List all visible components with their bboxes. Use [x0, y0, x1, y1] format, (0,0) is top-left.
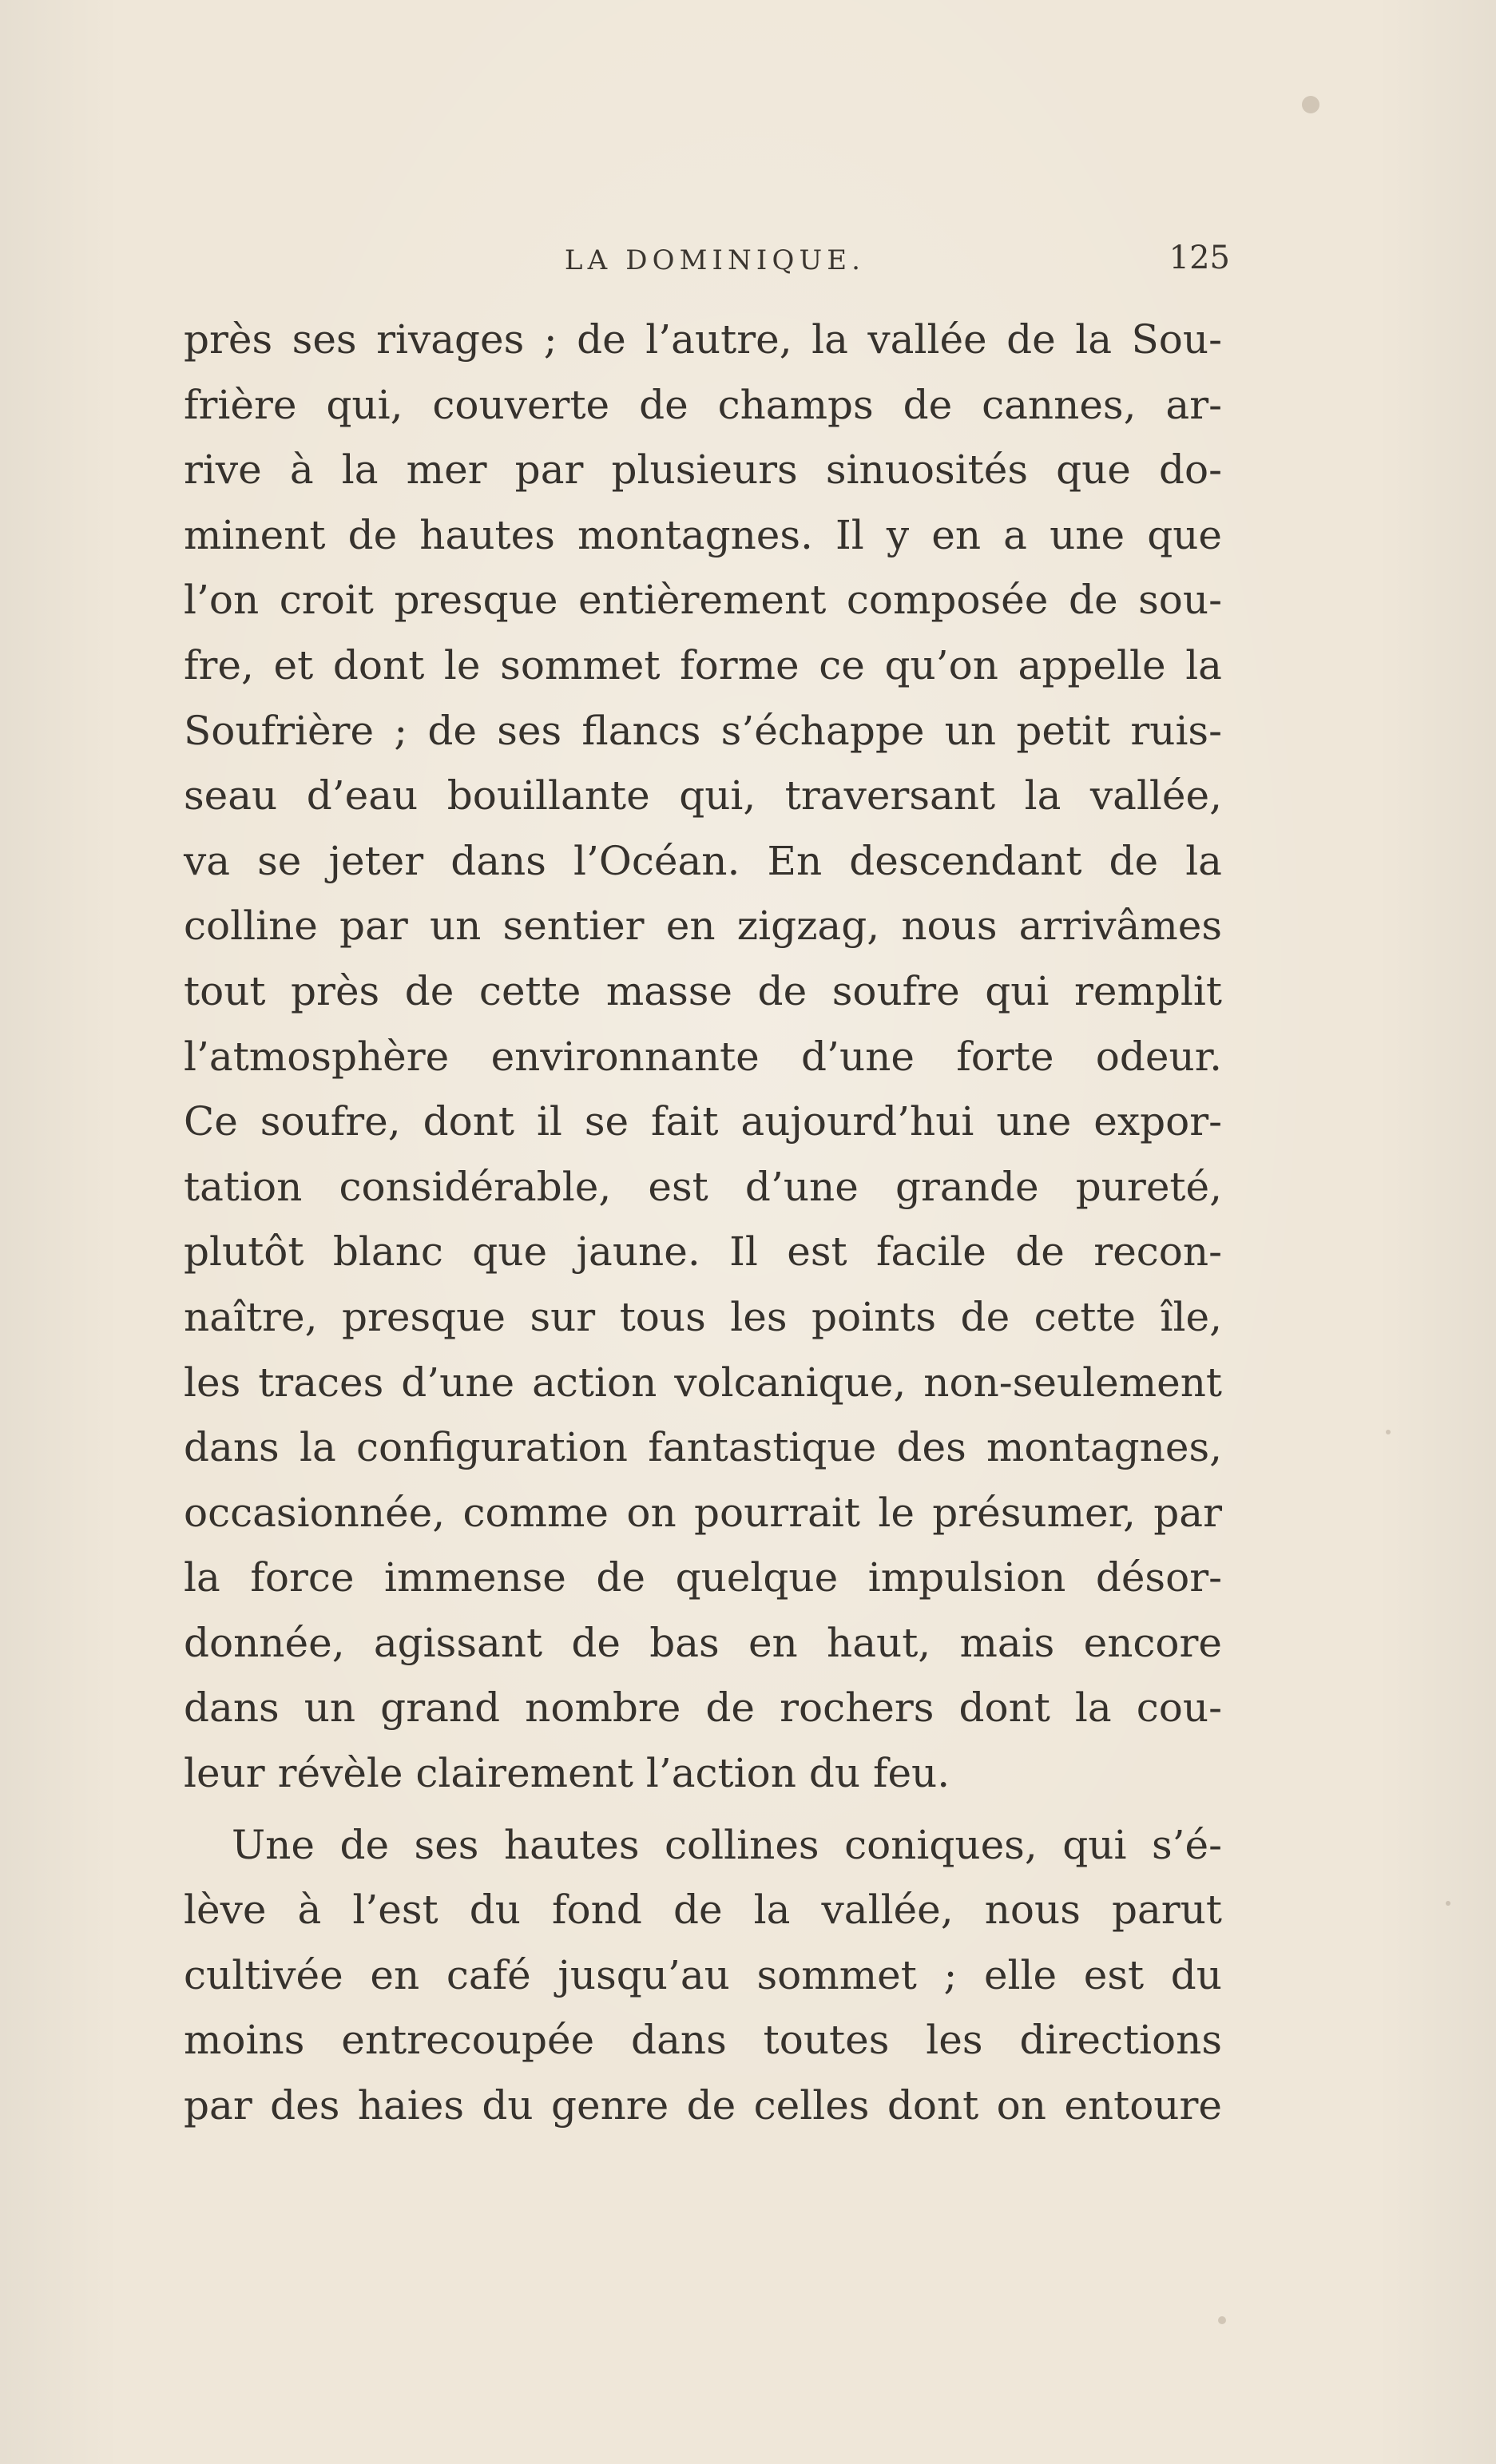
paper-speck: [1386, 1430, 1391, 1434]
body-text: [184, 308, 1222, 2139]
text-line: près ses rivages ; de l’autre, la vallée de la Sou-: [184, 316, 1222, 363]
text-line: Une de ses hautes collines coniques, qui s’é-: [232, 1821, 1222, 1868]
text-line: moins entrecoupée dans toutes les directions: [184, 2017, 1222, 2064]
page-header: [184, 240, 1246, 288]
text-line: va se jeter dans l’Océan. En descendant de la: [184, 837, 1222, 884]
text-line: l’on croit presque entièrement composée de sou-: [184, 577, 1222, 624]
running-title: LA DOMINIQUE.: [564, 244, 866, 276]
text-line: par des haies du genre de celles dont on entoure: [184, 2082, 1222, 2129]
text-line: cultivée en café jusqu’au sommet ; elle est du: [184, 1951, 1222, 1998]
text-line: frière qui, couverte de champs de cannes, ar-: [184, 381, 1222, 428]
text-line: tation considérable, est d’une grande pureté,: [184, 1163, 1222, 1210]
text-line: la force immense de quelque impulsion désor-: [184, 1554, 1222, 1601]
paper-speck: [1218, 2316, 1226, 2324]
text-line: Ce soufre, dont il se fait aujourd’hui une expor-: [184, 1098, 1222, 1145]
text-line: rive à la mer par plusieurs sinuosités que do-: [184, 446, 1222, 494]
paper-speck: [1302, 96, 1319, 113]
text-line: colline par un sentier en zigzag, nous arrivâmes: [184, 903, 1222, 950]
text-line: plutôt blanc que jaune. Il est facile de recon-: [184, 1228, 1222, 1276]
text-line: leur révèle clairement l’action du feu.: [184, 1750, 950, 1797]
text-line: fre, et dont le sommet forme ce qu’on appelle la: [184, 641, 1222, 688]
paper-speck: [1446, 1901, 1450, 1906]
text-line: Soufrière ; de ses flancs s’échappe un petit ruis-: [184, 707, 1222, 754]
text-line: occasionnée, comme on pourrait le présumer, par: [184, 1489, 1222, 1536]
text-line: l’atmosphère environnante d’une forte odeur.: [184, 1033, 1222, 1080]
text-line: lève à l’est du fond de la vallée, nous parut: [184, 1887, 1222, 1934]
text-line: dans un grand nombre de rochers dont la cou-: [184, 1684, 1222, 1732]
text-line: donnée, agissant de bas en haut, mais encore: [184, 1619, 1222, 1666]
text-line: minent de hautes montagnes. Il y en a une que: [184, 511, 1222, 558]
text-line: dans la configuration fantastique des montagnes,: [184, 1424, 1222, 1471]
page-number: 125: [1169, 240, 1230, 276]
text-line: les traces d’une action volcanique, non-seulement: [184, 1359, 1222, 1406]
text-line: seau d’eau bouillante qui, traversant la vallée,: [184, 772, 1222, 819]
text-line: tout près de cette masse de soufre qui remplit: [184, 967, 1222, 1014]
text-line: naître, presque sur tous les points de cette île,: [184, 1293, 1222, 1340]
